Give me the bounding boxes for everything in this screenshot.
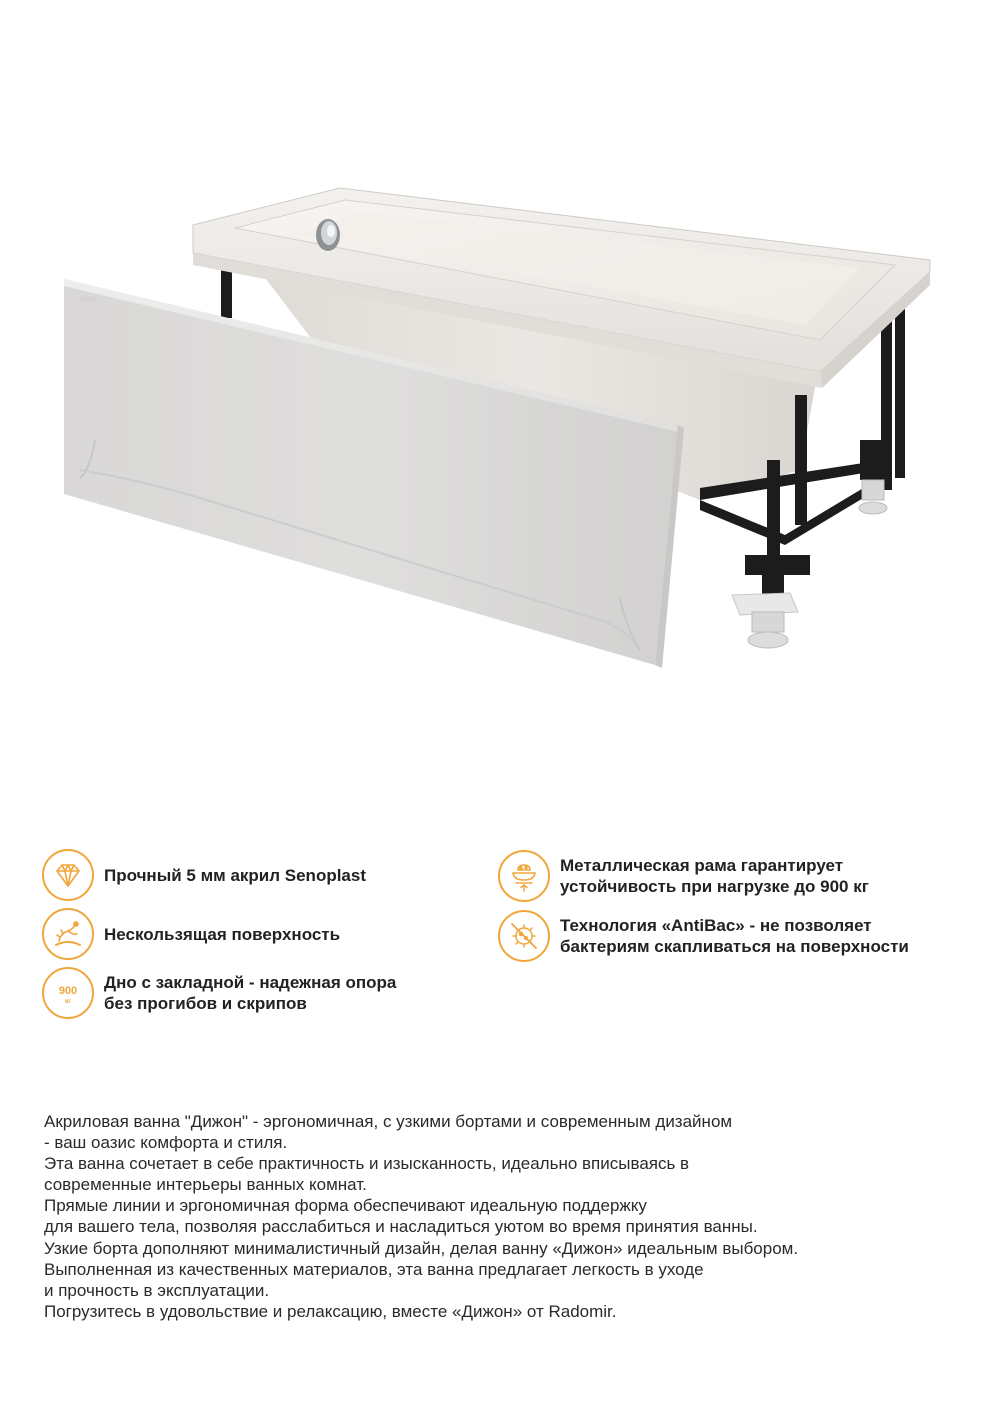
feature-bottom-support-text: Дно с закладной - надежная опора без прогибов и скрипов: [104, 973, 397, 1013]
feature-acrylic: [42, 849, 366, 901]
weight-icon-value: 900: [58, 985, 78, 997]
diamond-icon: [42, 849, 94, 901]
non-slip-foot-icon: [42, 908, 94, 960]
description-line: Погрузитесь в удовольствие и релаксацию, вместе «Дижон» от Radomir.: [44, 1301, 617, 1321]
bathtub-product-image: [40, 150, 980, 670]
description-line: Эта ванна сочетает в себе практичность и изысканность, идеально вписываясь в: [44, 1154, 690, 1174]
description-line: - ваш оазис комфорта и стиля.: [44, 1133, 288, 1153]
description-line: Прямые линии и эргономичная форма обеспечивают идеальную поддержку: [44, 1196, 647, 1216]
overflow-drain: [316, 219, 340, 251]
weight-900-icon: [42, 967, 94, 1019]
description-line: Акриловая ванна "Дижон" - эргономичная, с узкими бортами и современным дизайном: [44, 1112, 733, 1131]
product-description: [44, 1111, 974, 1322]
frame-load-icon: [498, 850, 550, 902]
description-line: для вашего тела, позволяя расслабиться и насладиться уютом во время принятия ванны.: [44, 1217, 758, 1237]
description-line: Узкие борта дополняют минималистичный дизайн, делая ванну «Дижон» идеальным выбором.: [44, 1238, 799, 1258]
weight-icon-unit: кг: [65, 998, 71, 1005]
feature-bottom-support: [42, 967, 396, 1019]
feature-metal-frame: [498, 850, 869, 902]
feature-antibac: [498, 910, 909, 962]
feature-acrylic-text: Прочный 5 мм акрил Senoplast: [104, 865, 367, 885]
antibac-icon: [498, 910, 550, 962]
feature-non-slip: [42, 908, 340, 960]
feature-non-slip-text: Нескользящая поверхность: [104, 924, 341, 944]
feature-metal-frame-text: Металлическая рама гарантирует устойчивость при нагрузке до 900 кг: [560, 856, 869, 896]
description-line: современные интерьеры ванных комнат.: [44, 1175, 367, 1195]
description-line: и прочность в эксплуатации.: [44, 1280, 270, 1300]
feature-antibac-text: Технология «AntiBac» - не позволяет бактериям скапливаться на поверхности: [560, 916, 909, 956]
description-line: Выполненная из качественных материалов, эта ванна предлагает легкость в уходе: [44, 1259, 704, 1279]
